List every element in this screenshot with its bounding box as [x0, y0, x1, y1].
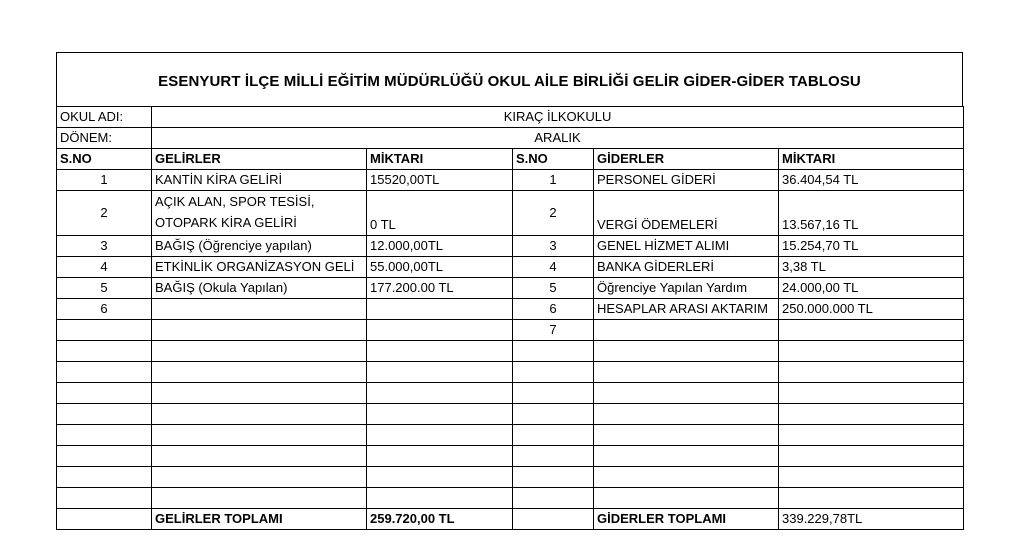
table-row — [57, 299, 964, 320]
header-sno-expense: S.NO — [513, 149, 594, 170]
empty-cell — [779, 341, 964, 362]
empty-cell — [57, 341, 152, 362]
empty-cell — [513, 362, 594, 383]
expense-sno: 5 — [513, 278, 594, 299]
empty-cell — [513, 488, 594, 509]
expense-amount: 13.567,16 TL — [779, 191, 964, 236]
income-expense-table — [56, 106, 964, 530]
empty-cell — [594, 446, 779, 467]
expense-name — [594, 320, 779, 341]
income-amount — [367, 320, 513, 341]
empty-cell — [57, 467, 152, 488]
expense-total-label: GİDERLER TOPLAMI — [594, 509, 779, 530]
empty-cell — [152, 362, 367, 383]
empty-cell — [779, 488, 964, 509]
empty-cell — [779, 467, 964, 488]
header-income: GELİRLER — [152, 149, 367, 170]
expense-sno: 7 — [513, 320, 594, 341]
income-sno — [57, 320, 152, 341]
income-amount: 0 TL — [367, 191, 513, 236]
empty-row — [57, 446, 964, 467]
empty-row — [57, 467, 964, 488]
empty-cell — [513, 446, 594, 467]
period-value: ARALIK — [152, 128, 964, 149]
empty-row — [57, 341, 964, 362]
table-row — [57, 257, 964, 278]
totals-row — [57, 509, 964, 530]
empty-row — [57, 488, 964, 509]
expense-name: Öğrenciye Yapılan Yardım — [594, 278, 779, 299]
empty-row — [57, 425, 964, 446]
empty-cell — [367, 425, 513, 446]
income-name: BAĞIŞ (Okula Yapılan) — [152, 278, 367, 299]
header-expense: GİDERLER — [594, 149, 779, 170]
table-row — [57, 320, 964, 341]
empty-cell — [57, 362, 152, 383]
income-name — [152, 299, 367, 320]
income-amount: 55.000,00TL — [367, 257, 513, 278]
empty-cell — [779, 425, 964, 446]
expense-sno: 4 — [513, 257, 594, 278]
table-row — [57, 278, 964, 299]
empty-row — [57, 362, 964, 383]
totals-spacer-right — [513, 509, 594, 530]
expense-total-value: 339.229,78TL — [779, 509, 964, 530]
empty-cell — [57, 446, 152, 467]
empty-cell — [594, 362, 779, 383]
school-row — [57, 107, 964, 128]
income-sno: 6 — [57, 299, 152, 320]
empty-cell — [57, 488, 152, 509]
empty-cell — [367, 467, 513, 488]
empty-cell — [594, 341, 779, 362]
header-row — [57, 149, 964, 170]
income-sno: 3 — [57, 236, 152, 257]
expense-name: VERGİ ÖDEMELERİ — [594, 191, 779, 236]
empty-cell — [779, 404, 964, 425]
empty-cell — [779, 383, 964, 404]
empty-cell — [152, 404, 367, 425]
empty-cell — [152, 341, 367, 362]
income-expense-sheet — [56, 52, 963, 530]
income-total-value: 259.720,00 TL — [367, 509, 513, 530]
empty-cell — [152, 383, 367, 404]
income-sno: 2 — [57, 191, 152, 236]
income-sno: 4 — [57, 257, 152, 278]
empty-cell — [513, 383, 594, 404]
income-amount — [367, 299, 513, 320]
income-amount: 12.000,00TL — [367, 236, 513, 257]
header-income-amount: MİKTARI — [367, 149, 513, 170]
expense-name: BANKA GİDERLERİ — [594, 257, 779, 278]
empty-cell — [367, 341, 513, 362]
expense-name: PERSONEL GİDERİ — [594, 170, 779, 191]
table-row — [57, 191, 964, 236]
empty-row — [57, 383, 964, 404]
period-label: DÖNEM: — [57, 128, 152, 149]
empty-cell — [367, 488, 513, 509]
income-name — [152, 320, 367, 341]
empty-cell — [513, 341, 594, 362]
empty-cell — [152, 488, 367, 509]
expense-amount: 250.000.000 TL — [779, 299, 964, 320]
empty-cell — [594, 425, 779, 446]
empty-cell — [57, 425, 152, 446]
empty-cell — [594, 467, 779, 488]
empty-cell — [513, 404, 594, 425]
empty-cell — [152, 446, 367, 467]
school-label: OKUL ADI: — [57, 107, 152, 128]
expense-amount: 36.404,54 TL — [779, 170, 964, 191]
expense-sno: 3 — [513, 236, 594, 257]
expense-sno: 1 — [513, 170, 594, 191]
income-amount: 15520,00TL — [367, 170, 513, 191]
header-expense-amount: MİKTARI — [779, 149, 964, 170]
expense-sno: 2 — [513, 191, 594, 236]
table-row — [57, 170, 964, 191]
empty-cell — [513, 425, 594, 446]
school-name: KIRAÇ İLKOKULU — [152, 107, 964, 128]
income-amount: 177.200.00 TL — [367, 278, 513, 299]
table-row — [57, 236, 964, 257]
empty-cell — [57, 383, 152, 404]
empty-cell — [779, 362, 964, 383]
empty-cell — [779, 446, 964, 467]
income-total-label: GELİRLER TOPLAMI — [152, 509, 367, 530]
period-row — [57, 128, 964, 149]
income-name: KANTİN KİRA GELİRİ — [152, 170, 367, 191]
empty-cell — [367, 404, 513, 425]
empty-cell — [152, 467, 367, 488]
empty-cell — [594, 383, 779, 404]
empty-cell — [594, 488, 779, 509]
empty-cell — [367, 362, 513, 383]
income-name: BAĞIŞ (Öğrenciye yapılan) — [152, 236, 367, 257]
empty-cell — [594, 404, 779, 425]
document-title: ESENYURT İLÇE MİLLİ EĞİTİM MÜDÜRLÜĞÜ OKUL AİLE BİRLİĞİ GELİR GİDER-GİDER TABLOSU — [56, 52, 963, 106]
expense-amount — [779, 320, 964, 341]
expense-amount: 3,38 TL — [779, 257, 964, 278]
income-name: AÇIK ALAN, SPOR TESİSİ, OTOPARK KİRA GELİRİ — [152, 191, 367, 236]
expense-name: HESAPLAR ARASI AKTARIM — [594, 299, 779, 320]
expense-amount: 15.254,70 TL — [779, 236, 964, 257]
header-sno-income: S.NO — [57, 149, 152, 170]
expense-name: GENEL HİZMET ALIMI — [594, 236, 779, 257]
income-sno: 1 — [57, 170, 152, 191]
empty-cell — [367, 446, 513, 467]
empty-row — [57, 404, 964, 425]
empty-cell — [57, 404, 152, 425]
empty-cell — [513, 467, 594, 488]
totals-spacer-left — [57, 509, 152, 530]
expense-sno: 6 — [513, 299, 594, 320]
income-name: ETKİNLİK ORGANİZASYON GELİ — [152, 257, 367, 278]
income-sno: 5 — [57, 278, 152, 299]
empty-cell — [152, 425, 367, 446]
empty-cell — [367, 383, 513, 404]
expense-amount: 24.000,00 TL — [779, 278, 964, 299]
